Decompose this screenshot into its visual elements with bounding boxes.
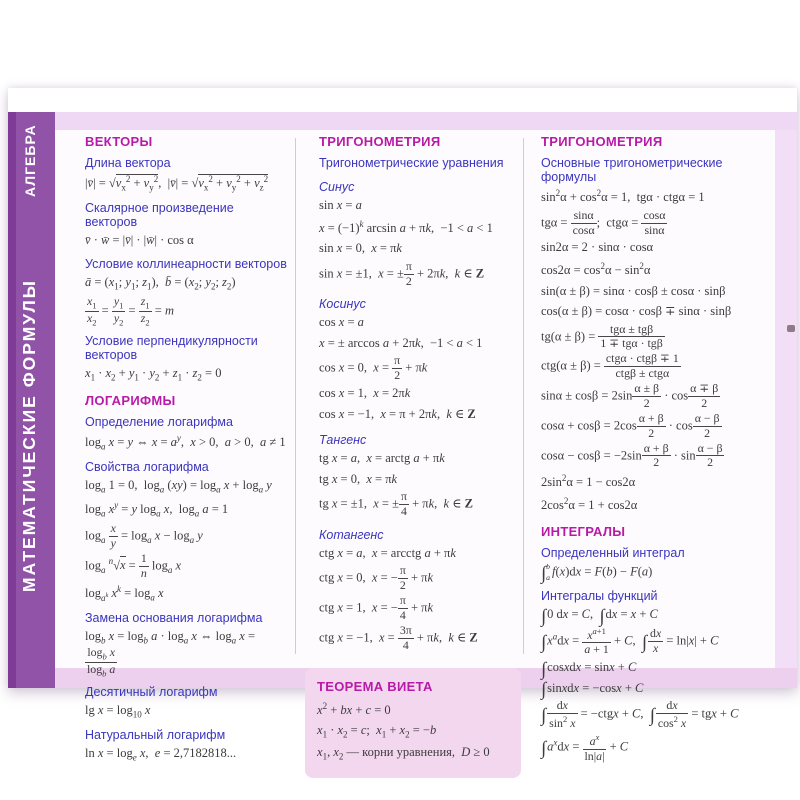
formula-line: sin x = a bbox=[319, 198, 362, 212]
formula-line: ∫sinxdx = −cosx + C bbox=[541, 679, 644, 701]
vieta-header: ТЕОРЕМА ВИЕТА bbox=[317, 678, 433, 694]
formula-line: ∫cosxdx = sinx + C bbox=[541, 658, 637, 680]
natural-log-title: Натуральный логарифм bbox=[85, 728, 226, 743]
content-area bbox=[55, 130, 775, 763]
column-trig-equations bbox=[319, 132, 517, 778]
formula-line: $\int a^xdx$ = $\frac{a^x}{\ln|a|}$ + C bbox=[541, 732, 629, 763]
sidebar bbox=[8, 112, 55, 688]
formula-line: $\sin^2\alpha + \cos^2\alpha = 1$, tgα · ctgα = 1 bbox=[541, 188, 705, 205]
vieta-theorem-box bbox=[305, 668, 521, 778]
formula-line: ctg x = a, x = arcctg a + πk bbox=[319, 545, 456, 560]
cotangent-title: Котангенс bbox=[319, 527, 384, 542]
formula-line: cos x = 1, x = 2πk bbox=[319, 386, 411, 401]
formula-line: $\log_a$ $\frac{x}{y}$ = $\log_a x - \log_a y$ bbox=[85, 521, 203, 551]
formula-line: sin x = 0, x = πk bbox=[319, 241, 402, 256]
top-pink-band bbox=[55, 112, 797, 130]
formula-line: tg(α ± β) = tgα ± tgβ 1 ∓ tgα · tgβ bbox=[541, 321, 663, 351]
formula-line: cosα + cosβ = 2cos $\frac{\alpha + \beta}{2}$ · cos $\frac{\alpha - \beta}{2}$ bbox=[541, 410, 720, 440]
formula-line: x = ± arccos a + 2πk, −1 < a < 1 bbox=[319, 335, 483, 350]
formula-line: $x_1 \cdot x_2 = c$; $x_1 + x_2 = -b$ bbox=[317, 723, 437, 740]
formula-line: sin(α ± β) = sinα · cosβ ± cosα · sinβ bbox=[541, 283, 726, 298]
definite-integral-title: Определенный интеграл bbox=[541, 545, 685, 560]
formula-line: $x_1 \cdot x_2 + y_1 \cdot y_2 + z_1 \cdot z_2 = 0$ bbox=[85, 365, 222, 383]
collinearity-title: Условие коллинеарности векторов bbox=[85, 256, 287, 271]
formula-line: ∫ b a f(x)dx = F(b) − F(a) bbox=[541, 561, 653, 584]
formula-line: $\int x^adx$ = $\frac{x^{a+1}}{a + 1}$ + C, ∫ $\frac{dx}{x}$ = ln|x| + C bbox=[541, 625, 719, 657]
formula-line: $x_1$, $x_2$ — корни уравнения, D ≥ 0 bbox=[317, 745, 490, 762]
column-divider-2 bbox=[523, 138, 524, 654]
formula-line: sin2α = 2 · sinα · cosα bbox=[541, 240, 654, 255]
section-header-trigonometry-identities: ТРИГОНОМЕТРИЯ bbox=[541, 134, 663, 149]
trig-equations-subtitle: Тригонометрические уравнения bbox=[319, 156, 504, 170]
section-header-vectors: ВЕКТОРЫ bbox=[85, 134, 153, 149]
formula-line: $\ln x = \log_e x$, e = 2,7182818... bbox=[85, 746, 237, 763]
formula-line: |v̄| = $√v_x^2 + v_y^2$, |v̄| = $√v_x^2 + v_y^2 + v_z^2$ bbox=[85, 174, 269, 193]
formula-line: ∫0 dx = C, ∫dx = x + C bbox=[541, 605, 658, 627]
formula-line: $\log_a 1 = 0$, $\log_a (xy) = \log_a x + \log_a y$ bbox=[85, 478, 272, 495]
dot-product-title: Скалярное произведение векторов bbox=[85, 201, 234, 230]
formula-line: $\log_a ^n√x$ = $\frac{1}{n}$ $\log_a x$ bbox=[85, 551, 182, 580]
sine-title: Синус bbox=[319, 180, 355, 194]
column-trig-identities-integrals bbox=[541, 132, 769, 766]
log-base-change-title: Замена основания логарифма bbox=[85, 611, 263, 626]
formula-line: ā = ($x_1$; $y_1$; $z_1$), b̄ = ($x_2$; $y_2$; $z_2$) bbox=[85, 274, 236, 292]
formula-line: $\log_a x^y = y$ $\log_a x$, $\log_a a = 1$ bbox=[85, 500, 229, 519]
formula-line: tg x = 0, x = πk bbox=[319, 471, 398, 486]
function-integrals-title: Интегралы функций bbox=[541, 589, 658, 604]
formula-line: ctg x = −1, x = $\frac{3\pi}{4}$ + πk, k ∈ Z bbox=[319, 622, 478, 652]
formula-line: sin x = ±1, x = ± $\frac{\pi}{2}$ + 2πk, k ∈ Z bbox=[319, 258, 485, 288]
formula-line: v̄ · w̄ = |v̄| · |w̄| · cos α bbox=[85, 233, 194, 248]
formula-line: ∫ $\frac{dx}{\sin^2 x}$ = −ctgx + C, ∫ $\frac{dx}{\cos^2 x}$ = tgx + C bbox=[541, 698, 739, 731]
log-properties-title: Свойства логарифма bbox=[85, 460, 209, 475]
vector-length-title: Длина вектора bbox=[85, 156, 171, 170]
log-definition-title: Определение логарифма bbox=[85, 414, 233, 429]
formula-card bbox=[8, 88, 797, 763]
formula-line: cosα − cosβ = −2sin $\frac{\alpha + \beta}{2}$ · sin $\frac{\alpha - \beta}{2}$ bbox=[541, 440, 723, 470]
column-divider-1 bbox=[295, 138, 296, 654]
formula-line: ctg x = 1, x = − $\frac{\pi}{4}$ + πk bbox=[319, 593, 434, 623]
formula-line: $x = (-1)^k$ arcsin a + πk, −1 < a < 1 bbox=[319, 218, 493, 235]
formula-line: $2\sin^2\alpha = 1 - \cos 2\alpha$ bbox=[541, 473, 636, 490]
formula-line: ctg(α ± β) = ctgα · ctgβ ∓ 1 ctgβ ± ctgα bbox=[541, 351, 679, 381]
tangent-title: Тангенс bbox=[319, 433, 367, 448]
formula-line: $\lg x = \log_{10} x$ bbox=[85, 703, 151, 720]
column-vectors-logarithms bbox=[85, 132, 289, 767]
formula-line: cos x = 0, x = $\frac{\pi}{2}$ + πk bbox=[319, 353, 428, 383]
edge-smudge-mark bbox=[787, 325, 795, 332]
formula-line: cos(α ± β) = cosα · cosβ ∓ sinα · sinβ bbox=[541, 304, 732, 319]
formula-line: cos x = −1, x = π + 2πk, k ∈ Z bbox=[319, 406, 476, 421]
formula-line: $2\cos^2\alpha = 1 + \cos 2\alpha$ bbox=[541, 495, 638, 513]
formula-line: tgα = $\frac{\sin\alpha}{\cos\alpha}$ ; ctgα = $\frac{\cos\alpha}{\sin\alpha}$ bbox=[541, 207, 666, 237]
formula-line: $\log_b x = \log_b a \cdot \log_a x$ ⇔ $\log_a x$ = $\frac{\log_b x}{\log_b a}$ bbox=[85, 629, 256, 679]
formula-line: $x^2$ + bx + c = 0 bbox=[317, 700, 391, 717]
section-header-logarithms: ЛОГАРИФМЫ bbox=[85, 392, 176, 408]
section-header-integrals: ИНТЕГРАЛЫ bbox=[541, 523, 626, 539]
right-pink-band bbox=[775, 130, 797, 668]
formula-line: $\log_{a^k} x^k = \log_a x$ bbox=[85, 583, 164, 603]
formula-line: sinα ± cosβ = 2sin $\frac{\alpha \pm \beta}{2}$ · cos $\frac{\alpha \mp \beta}{2}$ bbox=[541, 381, 719, 410]
formula-line: $\log_a x = y$ ⇔ $x = a^y$, x > 0, a > 0, a ≠ 1 bbox=[85, 432, 286, 452]
formula-line: cos x = a bbox=[319, 315, 364, 330]
sidebar-subject-label: АЛГЕБРА bbox=[22, 124, 38, 197]
trig-identities-subtitle: Основные тригонометрические формулы bbox=[541, 156, 723, 184]
formula-line: $\frac{x_1}{x_2}$ = $\frac{y_1}{y_2}$ = $\frac{z_1}{z_2}$ = m bbox=[87, 293, 174, 328]
perpendicularity-title: Условие перпендикулярности векторов bbox=[85, 333, 258, 362]
sidebar-title-label: МАТЕМАТИЧЕСКИЕ ФОРМУЛЫ bbox=[19, 279, 39, 593]
cosine-title: Косинус bbox=[319, 297, 366, 312]
formula-line: $\cos 2\alpha = \cos^2\alpha - \sin^2\alpha$ bbox=[541, 260, 651, 278]
section-header-trigonometry-equations: ТРИГОНОМЕТРИЯ bbox=[319, 134, 441, 149]
formula-line: ctg x = 0, x = − $\frac{\pi}{2}$ + πk bbox=[319, 563, 434, 593]
formula-line: tg x = a, x = arctg a + πk bbox=[319, 451, 445, 466]
decimal-log-title: Десятичный логарифм bbox=[85, 685, 218, 700]
formula-line: tg x = ±1, x = ± $\frac{\pi}{4}$ + πk, k ∈ Z bbox=[319, 489, 473, 519]
